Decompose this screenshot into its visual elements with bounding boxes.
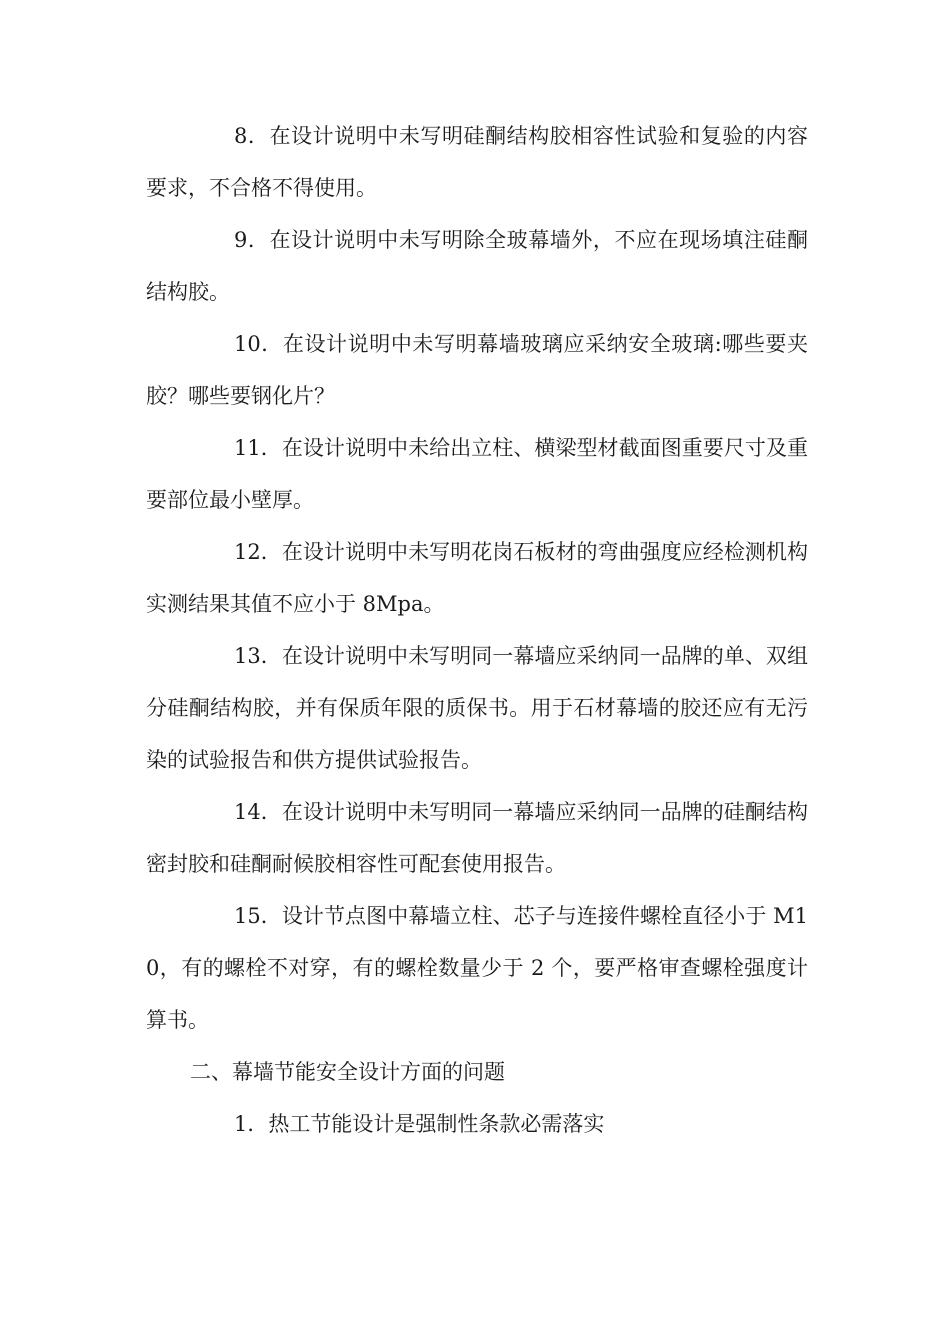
paragraph-item-10: 10．在设计说明中未写明幕墙玻璃应采纳安全玻璃:哪些要夹胶？哪些要钢化片？ xyxy=(146,332,808,408)
paragraph-item-12: 12．在设计说明中未写明花岗石板材的弯曲强度应经检测机构实测结果其值不应小于 8Mpa。 xyxy=(146,540,808,616)
paragraph-item-13: 13．在设计说明中未写明同一幕墙应采纳同一品牌的单、双组分硅酮结构胶，并有保质年限的质保书。用于石材幕墙的胶还应有无污染的试验报告和供方提供试验报告。 xyxy=(146,644,808,772)
paragraph-item-9: 9．在设计说明中未写明除全玻幕墙外，不应在现场填注硅酮结构胶。 xyxy=(146,228,808,304)
document-body xyxy=(146,110,808,1150)
paragraph-item-8: 8．在设计说明中未写明硅酮结构胶相容性试验和复验的内容要求，不合格不得使用。 xyxy=(146,124,808,200)
paragraph-item-14: 14．在设计说明中未写明同一幕墙应采纳同一品牌的硅酮结构密封胶和硅酮耐候胶相容性可配套使用报告。 xyxy=(146,800,808,876)
paragraph-item-15: 15．设计节点图中幕墙立柱、芯子与连接件螺栓直径小于 M10，有的螺栓不对穿，有的螺栓数量少于 2 个，要严格审查螺栓强度计算书。 xyxy=(146,904,808,1032)
subsection-heading: 1．热工节能设计是强制性条款必需落实 xyxy=(234,1112,605,1136)
section-heading: 二、幕墙节能安全设计方面的问题 xyxy=(190,1060,505,1084)
paragraph-item-11: 11．在设计说明中未给出立柱、横梁型材截面图重要尺寸及重要部位最小壁厚。 xyxy=(146,436,808,512)
